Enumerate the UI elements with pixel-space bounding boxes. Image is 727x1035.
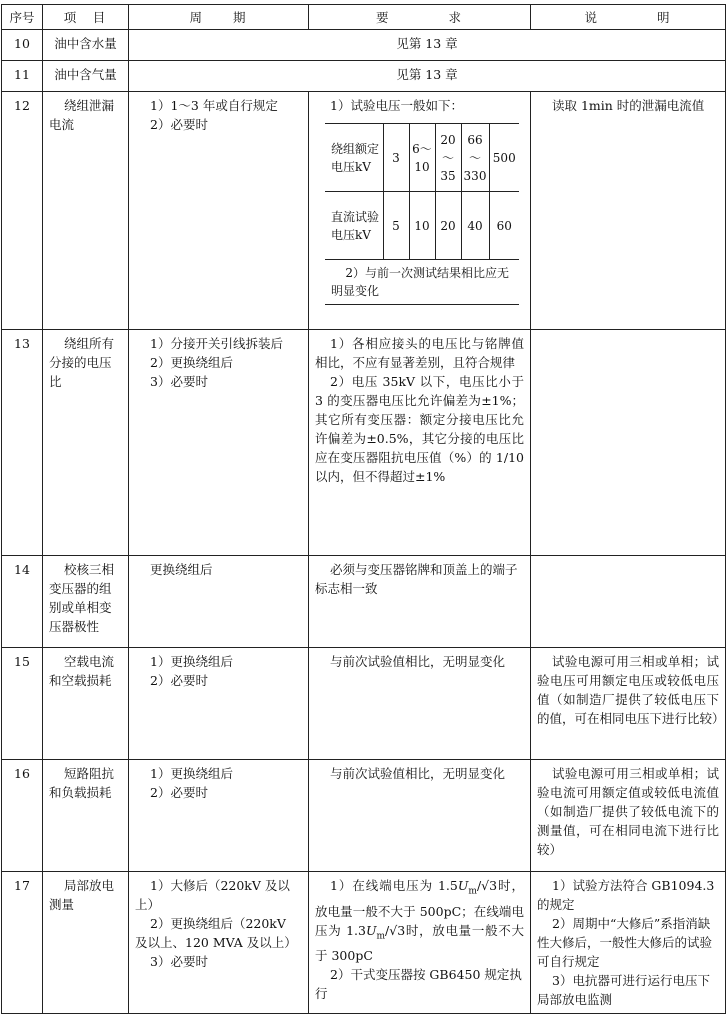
requirement-intro: 1）试验电压一般如下： [330,98,463,113]
row-requirement [309,92,531,330]
dc-voltage-value: 5 [383,192,409,260]
header-requirement: 要 求 [309,5,531,30]
note-line: 2）周期中“大修后”系指消缺性大修后，一般性大修后的试验可自行规定 [537,916,713,969]
symbol-u: U [457,878,469,893]
cycle-line: 1）分接开关引线拆装后 [150,336,283,351]
requirement-text: 1）在线端电压为 1.5 [330,878,458,893]
row-item: 空载电流和空载损耗 [43,648,129,760]
row-note [531,872,726,1014]
row-number: 17 [2,872,43,1014]
cycle-line: 2）必要时 [150,673,208,688]
header-no: 序号 [2,5,43,30]
rated-voltage-value: 3 [383,124,409,192]
row-number: 15 [2,648,43,760]
rated-voltage-label: 绕组额定电压kV [325,124,383,192]
voltage-table [325,123,519,305]
requirement-text: 时，放电量一般不大于 300pC [315,922,524,963]
row-item: 短路阻抗和负载损耗 [43,760,129,872]
header-cycle: 周 期 [129,5,309,30]
row-cycle [129,760,309,872]
requirement-note: 2）与前一次测试结果相比应无明显变化 [325,260,519,305]
row-merged-text: 见第 13 章 [129,30,726,61]
row-number: 11 [2,61,43,92]
row-number: 16 [2,760,43,872]
requirement-line: 与前次试验值相比，无明显变化 [330,766,506,781]
table-row [2,330,726,556]
requirement-line: 2）电压 35kV 以下，电压比小于 3 的变压器电压比允许偏差为±1%；其它所有变压器：额定分接电压比允许偏差为±0.5%，其它分接的电压比应在变压器阻抗电压值（%）的 1/10 以内，但不得超过±1% [315,374,524,484]
header-note: 说 明 [531,5,726,30]
row-item: 局部放电测量 [43,872,129,1014]
row-note: 读取 1min 时的泄漏电流值 [531,92,726,330]
row-note: 试验电源可用三相或单相；试验电压可用额定电压或较低电压值（如制造厂提供了较低电压下的值，可在相同电压下进行比较） [531,648,726,760]
cycle-line: 1）更换绕组后 [150,654,233,669]
cycle-line: 2）更换绕组后 [150,355,233,370]
dc-voltage-label: 直流试验电压kV [325,192,383,260]
row-item: 校核三相变压器的组别或单相变压器极性 [43,556,129,648]
symbol-u: U [365,922,377,938]
row-number: 12 [2,92,43,330]
row-requirement [309,330,531,556]
row-cycle [129,556,309,648]
cycle-line: 2）必要时 [150,785,208,800]
row-number: 13 [2,330,43,556]
requirement-note-row [325,260,519,305]
cycle-line: 3）必要时 [150,954,208,969]
cycle-line: 2）更换绕组后（220kV 及以上、120 MVA 及以上） [135,916,297,950]
symbol-root: /√3 [476,878,498,893]
requirement-line: 2）干式变压器按 GB6450 规定执行 [315,967,522,1001]
row-note: 试验电源可用三相或单相；试验电流可用额定值或较低电流值（如制造厂提供了较低电流下的测量值，可在相同电流下进行比较） [531,760,726,872]
dc-voltage-value: 40 [461,192,489,260]
table-row [2,872,726,1014]
cycle-line: 1）大修后（220kV 及以上） [135,878,290,912]
row-number: 10 [2,30,43,61]
table-row [2,760,726,872]
row-item: 油中含气量 [43,61,129,92]
row-cycle [129,92,309,330]
row-requirement [309,872,531,1014]
dc-voltage-row [325,192,519,260]
row-note [531,330,726,556]
dc-voltage-value: 60 [489,192,519,260]
row-item: 绕组泄漏电流 [43,92,129,330]
note-line: 3）电抗器可进行运行电压下局部放电监测 [537,973,710,1007]
note-line: 1）试验方法符合 GB1094.3 的规定 [537,878,715,912]
cycle-line: 1）更换绕组后 [150,766,233,781]
row-requirement [309,648,531,760]
row-requirement [309,556,531,648]
rated-voltage-row [325,124,519,192]
row-item: 油中含水量 [43,30,129,61]
symbol-m: m [376,931,386,941]
row-requirement [309,760,531,872]
dc-voltage-value: 10 [409,192,435,260]
rated-voltage-value: 6～10 [409,124,435,192]
cycle-line: 更换绕组后 [150,562,213,577]
dc-voltage-value: 20 [435,192,461,260]
symbol-root: /√3 [385,922,406,938]
cycle-line: 3）必要时 [150,374,208,389]
row-merged-text: 见第 13 章 [129,61,726,92]
header-row [2,5,726,30]
row-item: 绕组所有分接的电压比 [43,330,129,556]
rated-voltage-value: 66～330 [461,124,489,192]
symbol-m: m [468,886,477,897]
rated-voltage-value: 500 [489,124,519,192]
header-item: 项 目 [43,5,129,30]
row-cycle [129,648,309,760]
requirement-text: 时，放电量一般不大于 500pC；在线端电压为 1.3 [315,878,524,938]
row-cycle [129,872,309,1014]
cycle-line: 1）1～3 年或自行规定 [150,98,278,113]
table-row [2,556,726,648]
row-number: 14 [2,556,43,648]
requirement-line: 必须与变压器铭牌和顶盖上的端子标志相一致 [315,562,518,596]
requirement-line [315,876,524,965]
table-row [2,92,726,330]
cycle-line: 2）必要时 [150,117,208,132]
row-note [531,556,726,648]
test-items-table [1,4,726,1014]
table-row [2,30,726,61]
rated-voltage-value: 20～35 [435,124,461,192]
row-cycle [129,330,309,556]
requirement-line: 1）各相应接头的电压比与铭牌值相比，不应有显著差别，且符合规律 [315,336,524,370]
table-row [2,61,726,92]
requirement-line: 与前次试验值相比，无明显变化 [330,654,506,669]
table-row [2,648,726,760]
